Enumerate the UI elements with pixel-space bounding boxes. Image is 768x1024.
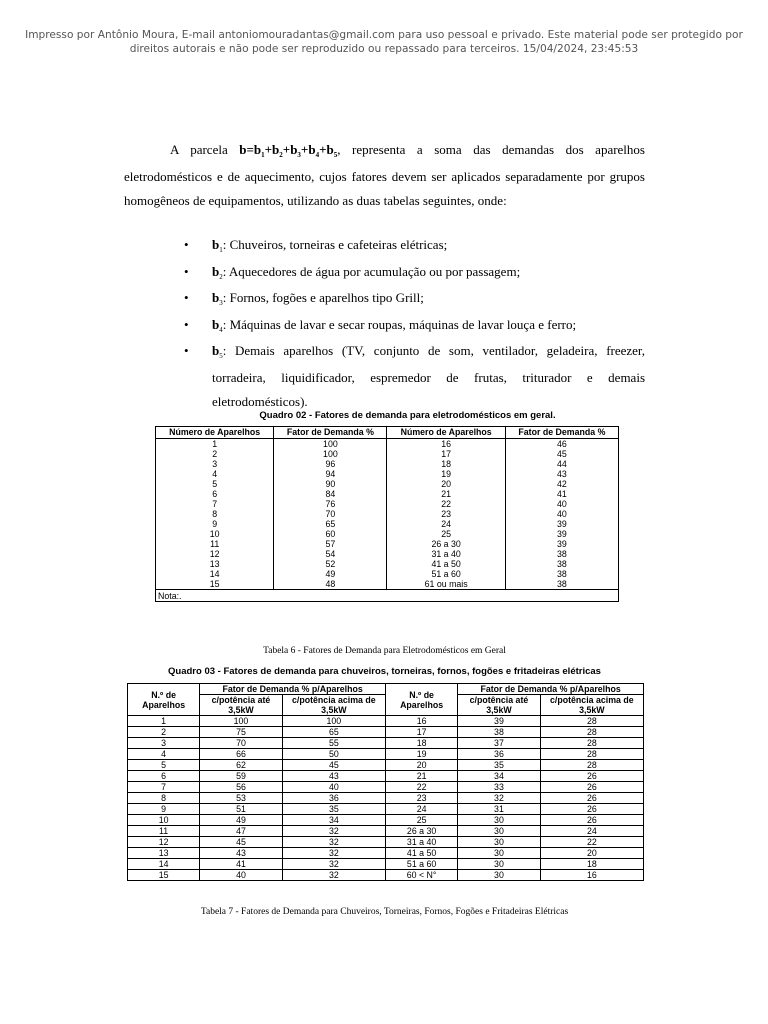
table-cell: 8 bbox=[156, 509, 274, 519]
table-cell: 36 bbox=[282, 793, 385, 804]
intro-lead: A parcela bbox=[170, 142, 240, 157]
table-row bbox=[156, 519, 619, 529]
table-cell: 11 bbox=[128, 826, 200, 837]
table-cell: 90 bbox=[274, 479, 387, 489]
table-cell: 15 bbox=[128, 870, 200, 881]
item-text: : Aquecedores de água por acumulação ou por passagem; bbox=[222, 263, 521, 279]
table-cell: 34 bbox=[282, 815, 385, 826]
table-cell: 66 bbox=[200, 749, 282, 760]
table-cell: 30 bbox=[458, 826, 540, 837]
table-cell: 94 bbox=[274, 469, 387, 479]
column-header: N.º de Aparelhos bbox=[128, 684, 200, 716]
quadro-03-table bbox=[127, 683, 644, 881]
item-var: b bbox=[212, 263, 220, 279]
table-cell: 38 bbox=[505, 569, 618, 579]
table-cell: 59 bbox=[200, 771, 282, 782]
table-row bbox=[156, 549, 619, 559]
table-cell: 20 bbox=[540, 848, 643, 859]
list-item bbox=[124, 286, 645, 313]
table-row bbox=[128, 848, 644, 859]
table-cell: 21 bbox=[385, 771, 457, 782]
table-7-caption: Tabela 7 - Fatores de Demanda para Chuveiros, Torneiras, Fornos, Fogões e Fritadeiras Elétricas bbox=[200, 907, 569, 917]
table-row bbox=[128, 870, 644, 881]
table-row bbox=[156, 509, 619, 519]
column-header: c/potência acima de 3,5kW bbox=[282, 695, 385, 716]
table-cell: 20 bbox=[387, 479, 505, 489]
list-item bbox=[124, 339, 645, 415]
item-var: b bbox=[212, 316, 220, 332]
item-text: : Fornos, fogões e aparelhos tipo Grill; bbox=[222, 290, 424, 305]
table-cell: 30 bbox=[458, 815, 540, 826]
table-cell: 26 bbox=[540, 771, 643, 782]
table-cell: 45 bbox=[282, 760, 385, 771]
column-header: c/potência até 3,5kW bbox=[458, 695, 540, 716]
formula-part: +b bbox=[282, 142, 298, 157]
table-cell: 43 bbox=[505, 469, 618, 479]
quadro-02-table bbox=[155, 426, 619, 602]
column-header: c/potência acima de 3,5kW bbox=[540, 695, 643, 716]
table-cell: 26 a 30 bbox=[385, 826, 457, 837]
table-cell: 18 bbox=[387, 459, 505, 469]
table-cell: 39 bbox=[458, 716, 540, 727]
table-row bbox=[156, 449, 619, 459]
table-cell: 23 bbox=[385, 793, 457, 804]
table-cell: 100 bbox=[274, 439, 387, 450]
table-cell: 76 bbox=[274, 499, 387, 509]
table-cell: 49 bbox=[274, 569, 387, 579]
table-cell: 96 bbox=[274, 459, 387, 469]
table-cell: 10 bbox=[128, 815, 200, 826]
watermark-line-1: Impresso por Antônio Moura, E-mail antoniomouradantas@gmail.com para uso pessoal e privado. Este material pode ser protegido por bbox=[25, 29, 743, 41]
table-cell: 2 bbox=[128, 727, 200, 738]
table-row bbox=[128, 749, 644, 760]
quadro-02-title: Quadro 02 - Fatores de demanda para eletrodomésticos em geral. bbox=[259, 410, 556, 421]
table-cell: 30 bbox=[458, 859, 540, 870]
item-text: : Chuveiros, torneiras e cafeteiras elétricas; bbox=[222, 237, 448, 252]
table-row bbox=[156, 579, 619, 590]
item-sub: 2 bbox=[219, 272, 223, 281]
table-row bbox=[156, 479, 619, 489]
table-cell: 38 bbox=[505, 549, 618, 559]
appliance-group-list bbox=[124, 233, 645, 415]
item-text: : Máquinas de lavar e secar roupas, máquinas de lavar louça e ferro; bbox=[222, 316, 577, 332]
table-cell: 41 bbox=[200, 859, 282, 870]
table-cell: 14 bbox=[128, 859, 200, 870]
table-row bbox=[128, 826, 644, 837]
table-cell: 40 bbox=[505, 499, 618, 509]
table-cell: 39 bbox=[505, 529, 618, 539]
table-note: Nota:. bbox=[156, 590, 619, 602]
bullet-icon: • bbox=[184, 343, 189, 358]
table-cell: 24 bbox=[387, 519, 505, 529]
print-watermark bbox=[20, 28, 748, 56]
table-cell: 43 bbox=[282, 771, 385, 782]
table-cell: 39 bbox=[505, 539, 618, 549]
table-cell: 34 bbox=[458, 771, 540, 782]
table-cell: 23 bbox=[387, 509, 505, 519]
table-cell: 51 a 60 bbox=[385, 859, 457, 870]
formula bbox=[239, 142, 337, 157]
table-cell: 19 bbox=[387, 469, 505, 479]
table-cell: 38 bbox=[458, 727, 540, 738]
table-cell: 26 bbox=[540, 815, 643, 826]
quadro-03 bbox=[124, 665, 645, 881]
table-cell: 22 bbox=[540, 837, 643, 848]
bullet-icon: • bbox=[184, 316, 189, 332]
column-header: Número de Aparelhos bbox=[156, 427, 274, 439]
table-cell: 48 bbox=[274, 579, 387, 590]
table-cell: 25 bbox=[385, 815, 457, 826]
table-cell: 28 bbox=[540, 760, 643, 771]
table-cell: 70 bbox=[200, 738, 282, 749]
table-cell: 75 bbox=[200, 727, 282, 738]
column-header: N.º de Aparelhos bbox=[385, 684, 457, 716]
table-cell: 100 bbox=[282, 716, 385, 727]
formula-sub: 5 bbox=[333, 151, 338, 159]
table-row bbox=[156, 529, 619, 539]
table-cell: 37 bbox=[458, 738, 540, 749]
table-row bbox=[128, 837, 644, 848]
table-cell: 28 bbox=[540, 727, 643, 738]
formula-sub: 1 bbox=[261, 151, 265, 159]
table-cell: 13 bbox=[156, 559, 274, 569]
table-cell: 32 bbox=[282, 848, 385, 859]
table-cell: 31 a 40 bbox=[385, 837, 457, 848]
table-cell: 17 bbox=[385, 727, 457, 738]
table-cell: 65 bbox=[274, 519, 387, 529]
bullet-icon: • bbox=[184, 290, 189, 305]
formula-sub: 2 bbox=[279, 151, 283, 159]
table-cell: 6 bbox=[128, 771, 200, 782]
table-cell: 3 bbox=[128, 738, 200, 749]
table-cell: 32 bbox=[458, 793, 540, 804]
table-cell: 46 bbox=[505, 439, 618, 450]
quadro-03-body bbox=[128, 716, 644, 881]
item-var: b bbox=[212, 343, 220, 358]
item-text: : Demais aparelhos (TV, conjunto de som, ventilador, geladeira, freezer, torradeira, liquidificador, espremedor de frutas, triturador e demais eletrodomésticos). bbox=[212, 343, 645, 409]
column-header: Fator de Demanda % bbox=[274, 427, 387, 439]
table-cell: 11 bbox=[156, 539, 274, 549]
table-cell: 26 bbox=[540, 804, 643, 815]
table-cell: 51 bbox=[200, 804, 282, 815]
table-cell: 19 bbox=[385, 749, 457, 760]
formula-part: b=b bbox=[239, 142, 262, 157]
column-group-header: Fator de Demanda % p/Aparelhos bbox=[200, 684, 386, 695]
item-sub: 3 bbox=[219, 299, 223, 307]
table-cell: 32 bbox=[282, 826, 385, 837]
watermark-line-2: direitos autorais e não pode ser reproduzido ou repassado para terceiros. 15/04/2024, 23:45:53 bbox=[129, 43, 639, 55]
table-cell: 16 bbox=[387, 439, 505, 450]
table-row bbox=[128, 771, 644, 782]
formula-part: +b bbox=[300, 142, 316, 157]
table-cell: 60 bbox=[274, 529, 387, 539]
table-cell: 7 bbox=[156, 499, 274, 509]
table-cell: 55 bbox=[282, 738, 385, 749]
table-cell: 40 bbox=[200, 870, 282, 881]
table-cell: 70 bbox=[274, 509, 387, 519]
table-header-row bbox=[128, 684, 644, 695]
table-cell: 43 bbox=[200, 848, 282, 859]
table-header-row bbox=[156, 427, 619, 439]
table-note-row bbox=[156, 590, 619, 602]
formula-sub: 3 bbox=[297, 151, 301, 159]
table-cell: 6 bbox=[156, 489, 274, 499]
table-row bbox=[128, 804, 644, 815]
table-cell: 100 bbox=[274, 449, 387, 459]
table-cell: 45 bbox=[200, 837, 282, 848]
table-cell: 52 bbox=[274, 559, 387, 569]
quadro-03-title: Quadro 03 - Fatores de demanda para chuveiros, torneiras, fornos, fogões e fritadeiras elétricas bbox=[168, 666, 601, 677]
table-cell: 53 bbox=[200, 793, 282, 804]
list-item bbox=[124, 313, 645, 340]
item-var: b bbox=[212, 290, 220, 305]
column-header: Número de Aparelhos bbox=[387, 427, 505, 439]
table-cell: 51 a 60 bbox=[387, 569, 505, 579]
table-cell: 40 bbox=[282, 782, 385, 793]
table-cell: 57 bbox=[274, 539, 387, 549]
table-cell: 3 bbox=[156, 459, 274, 469]
table-cell: 24 bbox=[540, 826, 643, 837]
column-header: Fator de Demanda % bbox=[505, 427, 618, 439]
item-sub: 4 bbox=[219, 325, 223, 334]
table-cell: 84 bbox=[274, 489, 387, 499]
list-item bbox=[124, 260, 645, 287]
table-cell: 25 bbox=[387, 529, 505, 539]
table-row bbox=[156, 439, 619, 450]
table-cell: 44 bbox=[505, 459, 618, 469]
table-cell: 26 bbox=[540, 782, 643, 793]
table-cell: 1 bbox=[128, 716, 200, 727]
table-cell: 17 bbox=[387, 449, 505, 459]
table-row bbox=[156, 559, 619, 569]
column-header: c/potência até 3,5kW bbox=[200, 695, 282, 716]
table-cell: 32 bbox=[282, 859, 385, 870]
table-row bbox=[156, 469, 619, 479]
table-cell: 21 bbox=[387, 489, 505, 499]
table-cell: 24 bbox=[385, 804, 457, 815]
table-cell: 8 bbox=[128, 793, 200, 804]
table-cell: 36 bbox=[458, 749, 540, 760]
table-cell: 42 bbox=[505, 479, 618, 489]
table-cell: 20 bbox=[385, 760, 457, 771]
table-cell: 28 bbox=[540, 716, 643, 727]
table-cell: 9 bbox=[156, 519, 274, 529]
table-cell: 4 bbox=[156, 469, 274, 479]
table-cell: 56 bbox=[200, 782, 282, 793]
table-row bbox=[156, 539, 619, 549]
bullet-icon: • bbox=[184, 237, 189, 252]
formula-part: +b bbox=[319, 142, 334, 157]
table-cell: 31 a 40 bbox=[387, 549, 505, 559]
table-cell: 61 ou mais bbox=[387, 579, 505, 590]
table-row bbox=[128, 782, 644, 793]
table-cell: 31 bbox=[458, 804, 540, 815]
table-cell: 2 bbox=[156, 449, 274, 459]
table-cell: 33 bbox=[458, 782, 540, 793]
table-cell: 32 bbox=[282, 837, 385, 848]
table-row bbox=[128, 859, 644, 870]
table-cell: 28 bbox=[540, 738, 643, 749]
table-cell: 50 bbox=[282, 749, 385, 760]
table-cell: 5 bbox=[156, 479, 274, 489]
table-row bbox=[128, 760, 644, 771]
table-cell: 35 bbox=[282, 804, 385, 815]
table-row bbox=[128, 738, 644, 749]
table-6-caption: Tabela 6 - Fatores de Demanda para Eletrodomésticos em Geral bbox=[263, 646, 506, 656]
table-cell: 26 bbox=[540, 793, 643, 804]
table-row bbox=[156, 459, 619, 469]
intro-rest: , representa a soma das demandas dos aparelhos eletrodomésticos e de aquecimento, cujos fatores devem ser aplicados separadamente por grupos homogêneos de equipamentos, utilizando as duas tabelas seguintes, onde: bbox=[124, 142, 645, 208]
intro-paragraph bbox=[124, 138, 645, 214]
table-cell: 26 a 30 bbox=[387, 539, 505, 549]
table-cell: 32 bbox=[282, 870, 385, 881]
quadro-02 bbox=[150, 406, 645, 628]
list-item bbox=[124, 233, 645, 260]
table-cell: 38 bbox=[505, 579, 618, 590]
table-row bbox=[156, 499, 619, 509]
table-cell: 4 bbox=[128, 749, 200, 760]
table-cell: 60 < N° bbox=[385, 870, 457, 881]
table-cell: 14 bbox=[156, 569, 274, 579]
table-cell: 18 bbox=[540, 859, 643, 870]
table-cell: 62 bbox=[200, 760, 282, 771]
table-cell: 100 bbox=[200, 716, 282, 727]
table-cell: 28 bbox=[540, 749, 643, 760]
table-cell: 9 bbox=[128, 804, 200, 815]
table-cell: 22 bbox=[385, 782, 457, 793]
table-cell: 38 bbox=[505, 559, 618, 569]
bullet-icon: • bbox=[184, 263, 189, 279]
table-cell: 18 bbox=[385, 738, 457, 749]
table-cell: 39 bbox=[505, 519, 618, 529]
table-row bbox=[156, 569, 619, 579]
table-cell: 1 bbox=[156, 439, 274, 450]
table-cell: 30 bbox=[458, 870, 540, 881]
quadro-02-body bbox=[156, 439, 619, 602]
formula-part: +b bbox=[264, 142, 280, 157]
table-cell: 16 bbox=[540, 870, 643, 881]
item-sub: 5 bbox=[219, 352, 223, 360]
table-row bbox=[128, 793, 644, 804]
table-cell: 41 a 50 bbox=[385, 848, 457, 859]
table-cell: 47 bbox=[200, 826, 282, 837]
table-cell: 41 a 50 bbox=[387, 559, 505, 569]
table-cell: 54 bbox=[274, 549, 387, 559]
table-cell: 65 bbox=[282, 727, 385, 738]
table-cell: 30 bbox=[458, 837, 540, 848]
table-cell: 15 bbox=[156, 579, 274, 590]
table-cell: 12 bbox=[156, 549, 274, 559]
table-cell: 35 bbox=[458, 760, 540, 771]
table-cell: 5 bbox=[128, 760, 200, 771]
formula-sub: 4 bbox=[315, 151, 320, 159]
table-cell: 12 bbox=[128, 837, 200, 848]
table-cell: 10 bbox=[156, 529, 274, 539]
table-cell: 40 bbox=[505, 509, 618, 519]
table-cell: 41 bbox=[505, 489, 618, 499]
table-cell: 13 bbox=[128, 848, 200, 859]
column-group-header: Fator de Demanda % p/Aparelhos bbox=[458, 684, 644, 695]
table-cell: 7 bbox=[128, 782, 200, 793]
table-cell: 49 bbox=[200, 815, 282, 826]
table-cell: 45 bbox=[505, 449, 618, 459]
table-cell: 16 bbox=[385, 716, 457, 727]
item-var: b bbox=[212, 237, 220, 252]
table-row bbox=[128, 716, 644, 727]
table-row bbox=[128, 727, 644, 738]
table-cell: 30 bbox=[458, 848, 540, 859]
item-sub: 1 bbox=[219, 246, 223, 254]
table-row bbox=[128, 815, 644, 826]
table-cell: 22 bbox=[387, 499, 505, 509]
table-row bbox=[156, 489, 619, 499]
